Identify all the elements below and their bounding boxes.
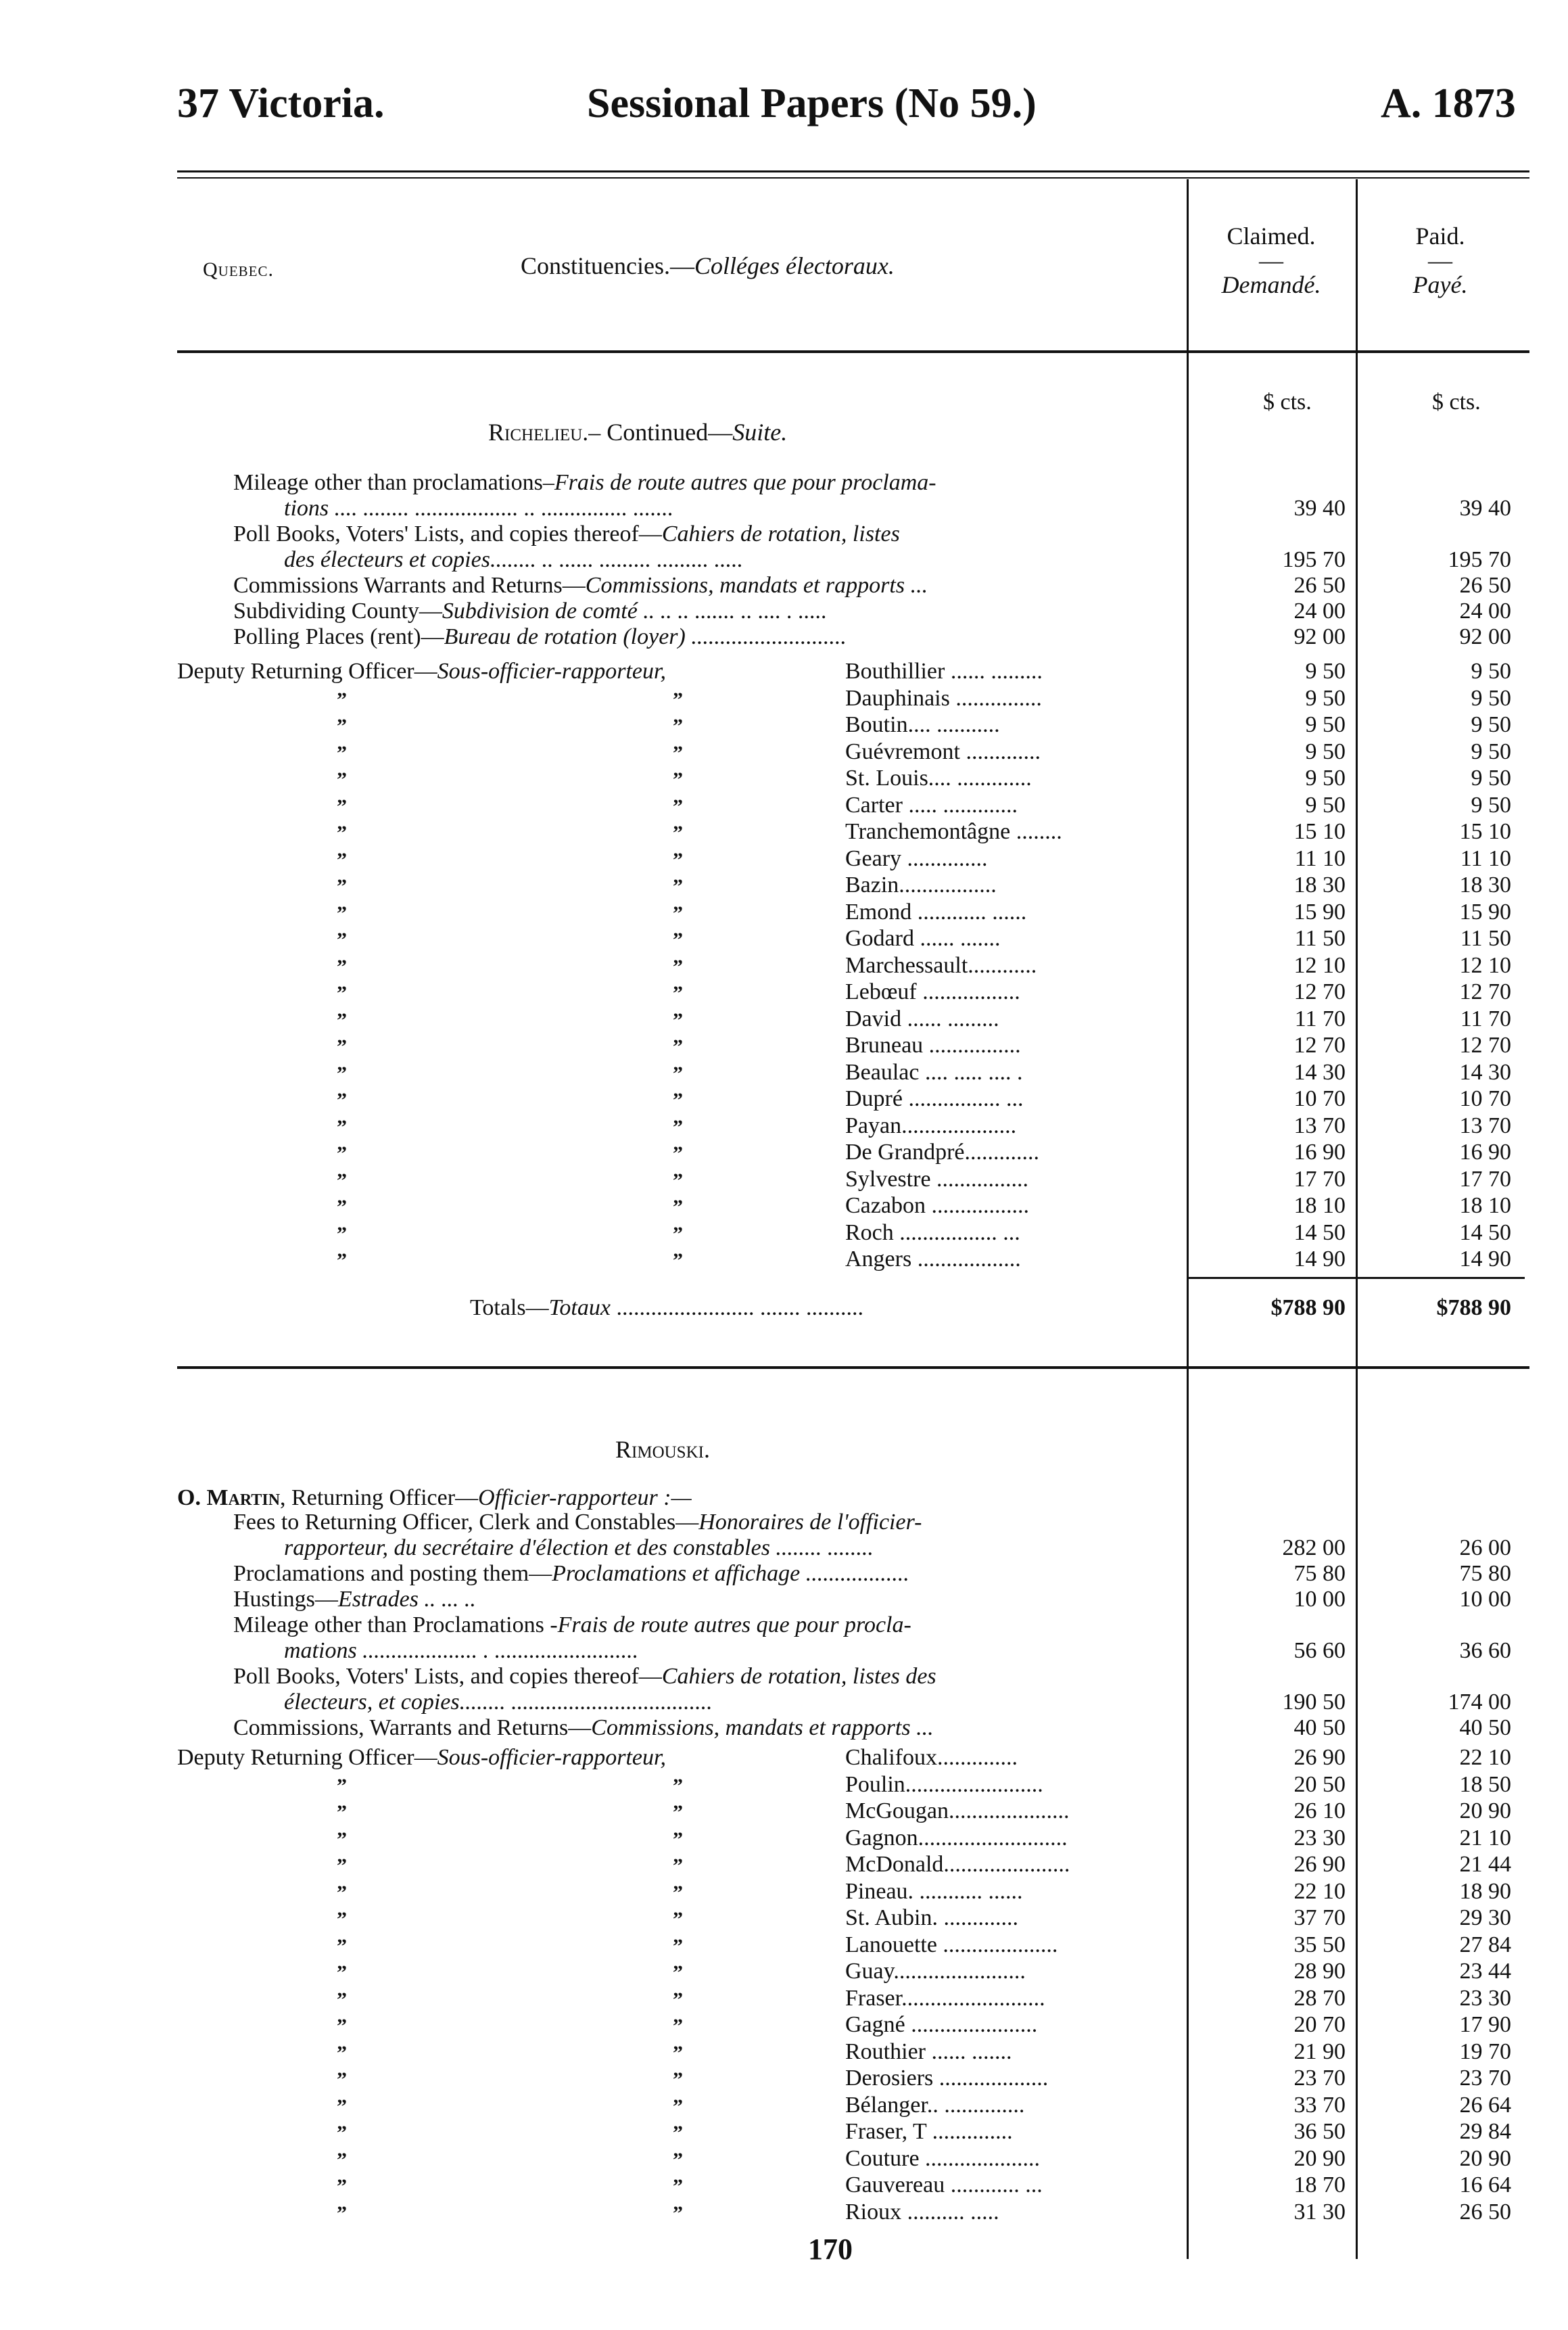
richelieu-deputy-name-5: Carter ..... ............. bbox=[845, 792, 1018, 818]
rimouski-ditto-a-5: ” bbox=[337, 1881, 347, 1904]
rimouski-deputy-paid-5: 18 90 bbox=[1459, 1878, 1511, 1904]
rimouski-deputy-claimed-12: 23 70 bbox=[1293, 2066, 1346, 2091]
rimouski-ditto-a-12: ” bbox=[337, 2068, 347, 2091]
richelieu-ditto-b-15: ” bbox=[673, 1062, 683, 1085]
rimouski-deputy-paid-8: 23 44 bbox=[1459, 1959, 1511, 1984]
richelieu-ditto-b-14: ” bbox=[673, 1035, 683, 1058]
rimouski-deputy-claimed-5: 22 10 bbox=[1293, 1878, 1346, 1904]
rimouski-item-4-claimed: 190 50 bbox=[1282, 1690, 1346, 1715]
richelieu-ditto-a-13: ” bbox=[337, 1008, 347, 1031]
richelieu-item-2-claimed: 26 50 bbox=[1293, 573, 1346, 598]
richelieu-ditto-a-9: ” bbox=[337, 902, 347, 925]
richelieu-item-0-claimed: 39 40 bbox=[1293, 496, 1346, 521]
richelieu-deputy-name-8: Bazin................. bbox=[845, 872, 997, 898]
rimouski-deputy-paid-14: 29 84 bbox=[1459, 2119, 1511, 2144]
rimouski-ditto-a-6: ” bbox=[337, 1908, 347, 1930]
rimouski-ditto-a-8: ” bbox=[337, 1961, 347, 1984]
richelieu-ditto-b-2: ” bbox=[673, 715, 683, 737]
richelieu-ditto-b-4: ” bbox=[673, 768, 683, 791]
rimouski-ditto-b-9: ” bbox=[673, 1988, 683, 2011]
rimouski-title: Rimouski. bbox=[615, 1436, 710, 1463]
richelieu-ditto-a-4: ” bbox=[337, 768, 347, 791]
richelieu-item-1: Poll Books, Voters' Lists, and copies thereof—Cahiers de rotation, listes bbox=[233, 521, 900, 546]
richelieu-deputy-name-6: Tranchemontâgne ........ bbox=[845, 819, 1062, 844]
richelieu-ditto-a-22: ” bbox=[337, 1249, 347, 1272]
rimouski-deputy-name-14: Fraser, T .............. bbox=[845, 2119, 1013, 2144]
richelieu-ditto-b-10: ” bbox=[673, 929, 683, 951]
rimouski-deputy-name-10: Gagné ...................... bbox=[845, 2012, 1038, 2037]
richelieu-ditto-b-3: ” bbox=[673, 741, 683, 764]
rimouski-deputy-paid-15: 20 90 bbox=[1459, 2145, 1511, 2171]
rimouski-ditto-b-5: ” bbox=[673, 1881, 683, 1904]
richelieu-item-4: Polling Places (rent)—Bureau de rotation (loyer) ........................... bbox=[233, 624, 847, 649]
richelieu-deputy-claimed-20: 18 10 bbox=[1293, 1193, 1346, 1218]
rimouski-deputy-paid-9: 23 30 bbox=[1459, 1985, 1511, 2011]
richelieu-deputy-paid-6: 15 10 bbox=[1459, 819, 1511, 844]
rimouski-item-2-paid: 10 00 bbox=[1459, 1587, 1511, 1612]
rimouski-ditto-a-2: ” bbox=[337, 1801, 347, 1823]
rimouski-ditto-a-11: ” bbox=[337, 2041, 347, 2064]
richelieu-deputy-paid-18: 16 90 bbox=[1459, 1140, 1511, 1165]
richelieu-deputy-name-1: Dauphinais ............... bbox=[845, 685, 1042, 711]
header-year: A. 1873 bbox=[1381, 80, 1516, 126]
rimouski-item-4-cont: électeurs, et copies........ ................................... bbox=[284, 1690, 713, 1715]
richelieu-deputy-paid-13: 11 70 bbox=[1460, 1006, 1511, 1031]
rimouski-deputy-claimed-16: 18 70 bbox=[1293, 2172, 1346, 2197]
richelieu-deputy-name-9: Emond ............ ...... bbox=[845, 899, 1027, 925]
richelieu-deputy-claimed-21: 14 50 bbox=[1293, 1219, 1346, 1245]
richelieu-deputy-name-18: De Grandpré............. bbox=[845, 1140, 1040, 1165]
richelieu-deputy-name-7: Geary .............. bbox=[845, 845, 988, 871]
richelieu-deputy-name-12: Lebœuf ................. bbox=[845, 979, 1020, 1004]
rimouski-item-2: Hustings—Estrades .. ... .. bbox=[233, 1587, 476, 1612]
rimouski-deputy-claimed-6: 37 70 bbox=[1293, 1905, 1346, 1930]
richelieu-deputy-claimed-22: 14 90 bbox=[1293, 1246, 1346, 1272]
rimouski-deputy-name-17: Rioux .......... ..... bbox=[845, 2199, 999, 2224]
richelieu-deputy-claimed-11: 12 10 bbox=[1293, 952, 1346, 978]
richelieu-title: Richelieu.– Continued—Suite. bbox=[488, 419, 788, 446]
richelieu-deputy-paid-2: 9 50 bbox=[1471, 712, 1511, 737]
richelieu-ditto-a-15: ” bbox=[337, 1062, 347, 1085]
col-divider-claimed bbox=[1187, 179, 1189, 2259]
richelieu-ditto-a-18: ” bbox=[337, 1142, 347, 1165]
unit-claimed: $ cts. bbox=[1263, 390, 1312, 415]
rimouski-deputy-paid-6: 29 30 bbox=[1459, 1905, 1511, 1930]
richelieu-ditto-a-14: ” bbox=[337, 1035, 347, 1058]
rimouski-deputy-claimed-3: 23 30 bbox=[1293, 1825, 1346, 1850]
rimouski-deputy-claimed-15: 20 90 bbox=[1293, 2145, 1346, 2171]
richelieu-deputy-claimed-2: 9 50 bbox=[1305, 712, 1346, 737]
rimouski-ditto-a-7: ” bbox=[337, 1934, 347, 1957]
rimouski-item-4: Poll Books, Voters' Lists, and copies thereof—Cahiers de rotation, listes des bbox=[233, 1664, 936, 1689]
richelieu-deputy-claimed-7: 11 10 bbox=[1294, 845, 1346, 871]
richelieu-deputy-name-19: Sylvestre ................ bbox=[845, 1166, 1029, 1192]
rimouski-item-0-cont: rapporteur, du secrétaire d'élection et des constables ........ ........ bbox=[284, 1535, 874, 1560]
richelieu-deputy-paid-10: 11 50 bbox=[1460, 926, 1511, 951]
rimouski-item-3-paid: 36 60 bbox=[1459, 1638, 1511, 1663]
rimouski-deputy-paid-4: 21 44 bbox=[1459, 1852, 1511, 1877]
rimouski-deputy-claimed-17: 31 30 bbox=[1293, 2199, 1346, 2224]
richelieu-ditto-b-19: ” bbox=[673, 1169, 683, 1192]
rimouski-deputy-name-11: Routhier ...... ....... bbox=[845, 2038, 1012, 2064]
richelieu-ditto-a-7: ” bbox=[337, 848, 347, 871]
rimouski-ditto-b-8: ” bbox=[673, 1961, 683, 1984]
rimouski-item-3-claimed: 56 60 bbox=[1293, 1638, 1346, 1663]
richelieu-ditto-b-9: ” bbox=[673, 902, 683, 925]
rimouski-ditto-b-17: ” bbox=[673, 2201, 683, 2224]
rimouski-ditto-b-4: ” bbox=[673, 1855, 683, 1877]
rimouski-ditto-a-17: ” bbox=[337, 2201, 347, 2224]
richelieu-deputy-name-14: Bruneau ................ bbox=[845, 1033, 1021, 1058]
head-bottom-rule bbox=[177, 350, 1529, 353]
richelieu-deputy-claimed-4: 9 50 bbox=[1305, 766, 1346, 791]
richelieu-deputy-name-15: Beaulac .... ..... .... . bbox=[845, 1059, 1023, 1085]
richelieu-deputy-name-0: Bouthillier ...... ......... bbox=[845, 659, 1043, 684]
richelieu-deputy-paid-16: 10 70 bbox=[1459, 1086, 1511, 1111]
rimouski-deputy-paid-2: 20 90 bbox=[1459, 1798, 1511, 1823]
rimouski-deputy-name-0: Chalifoux.............. bbox=[845, 1745, 1018, 1770]
rimouski-deputy-paid-12: 23 70 bbox=[1459, 2066, 1511, 2091]
richelieu-ditto-a-3: ” bbox=[337, 741, 347, 764]
header-title: Sessional Papers (No 59.) bbox=[587, 80, 1037, 126]
richelieu-ditto-a-10: ” bbox=[337, 929, 347, 951]
richelieu-ditto-b-16: ” bbox=[673, 1089, 683, 1111]
richelieu-deputy-claimed-15: 14 30 bbox=[1293, 1059, 1346, 1085]
claimed-head: Claimed. — Demandé. bbox=[1221, 223, 1321, 298]
rimouski-ditto-b-10: ” bbox=[673, 2015, 683, 2037]
rimouski-deputy-paid-13: 26 64 bbox=[1459, 2092, 1511, 2118]
richelieu-deputy-name-16: Dupré ................ ... bbox=[845, 1086, 1024, 1111]
richelieu-deputy-claimed-18: 16 90 bbox=[1293, 1140, 1346, 1165]
richelieu-ditto-b-12: ” bbox=[673, 982, 683, 1004]
rimouski-ditto-b-2: ” bbox=[673, 1801, 683, 1823]
rimouski-item-1: Proclamations and posting them—Proclamations et affichage .................. bbox=[233, 1561, 909, 1586]
richelieu-ditto-b-11: ” bbox=[673, 955, 683, 978]
rimouski-ditto-a-10: ” bbox=[337, 2015, 347, 2037]
richelieu-deputy-paid-15: 14 30 bbox=[1459, 1059, 1511, 1085]
richelieu-item-2-paid: 26 50 bbox=[1459, 573, 1511, 598]
richelieu-deputy-paid-20: 18 10 bbox=[1459, 1193, 1511, 1218]
rimouski-deputy-claimed-1: 20 50 bbox=[1293, 1771, 1346, 1797]
rimouski-deputy-paid-0: 22 10 bbox=[1459, 1745, 1511, 1770]
rimouski-item-5-claimed: 40 50 bbox=[1293, 1715, 1346, 1740]
richelieu-deputy-paid-1: 9 50 bbox=[1471, 685, 1511, 711]
richelieu-totals-label: Totals—Totaux ........................ ....... .......... bbox=[470, 1295, 863, 1320]
richelieu-ditto-b-21: ” bbox=[673, 1222, 683, 1245]
page-number: 170 bbox=[808, 2233, 853, 2266]
richelieu-ditto-a-6: ” bbox=[337, 822, 347, 844]
richelieu-deputy-claimed-13: 11 70 bbox=[1294, 1006, 1346, 1031]
richelieu-deputy-paid-8: 18 30 bbox=[1459, 872, 1511, 898]
richelieu-total-paid: $788 90 bbox=[1436, 1295, 1511, 1320]
richelieu-deputy-name-21: Roch ................. ... bbox=[845, 1219, 1020, 1245]
rimouski-deputy-claimed-4: 26 90 bbox=[1293, 1852, 1346, 1877]
richelieu-item-1-cont: des électeurs et copies........ .. ...... ......... ......... ..... bbox=[284, 547, 743, 572]
richelieu-item-2: Commissions Warrants and Returns—Commissions, mandats et rapports ... bbox=[233, 573, 928, 598]
richelieu-ditto-b-13: ” bbox=[673, 1008, 683, 1031]
richelieu-deputy-name-20: Cazabon ................. bbox=[845, 1193, 1029, 1218]
richelieu-ditto-a-17: ” bbox=[337, 1115, 347, 1138]
richelieu-ditto-b-22: ” bbox=[673, 1249, 683, 1272]
rimouski-officer: O. Martin, Returning Officer—Officier-rapporteur :— bbox=[177, 1485, 692, 1510]
richelieu-ditto-a-20: ” bbox=[337, 1196, 347, 1218]
rimouski-deputy-claimed-8: 28 90 bbox=[1293, 1959, 1346, 1984]
rimouski-ditto-b-13: ” bbox=[673, 2095, 683, 2118]
rimouski-deputy-name-1: Poulin........................ bbox=[845, 1771, 1043, 1797]
top-double-rule-1 bbox=[177, 170, 1529, 172]
col-divider-paid bbox=[1356, 179, 1358, 2259]
header-volume: 37 Victoria. bbox=[177, 80, 385, 126]
richelieu-ditto-a-1: ” bbox=[337, 688, 347, 711]
richelieu-ditto-a-8: ” bbox=[337, 875, 347, 898]
rimouski-ditto-b-7: ” bbox=[673, 1934, 683, 1957]
paid-head: Paid. — Payé. bbox=[1412, 223, 1468, 298]
rimouski-item-3-cont: mations .................... . ......................... bbox=[284, 1638, 639, 1663]
rimouski-ditto-a-3: ” bbox=[337, 1827, 347, 1850]
rimouski-deputy-claimed-11: 21 90 bbox=[1293, 2038, 1346, 2064]
rimouski-deputy-claimed-2: 26 10 bbox=[1293, 1798, 1346, 1823]
richelieu-deputy-claimed-10: 11 50 bbox=[1294, 926, 1346, 951]
rimouski-ditto-b-6: ” bbox=[673, 1908, 683, 1930]
richelieu-deputy-paid-7: 11 10 bbox=[1460, 845, 1511, 871]
rimouski-item-1-paid: 75 80 bbox=[1459, 1561, 1511, 1586]
rimouski-ditto-b-15: ” bbox=[673, 2148, 683, 2171]
rimouski-deputy-name-8: Guay....................... bbox=[845, 1959, 1026, 1984]
richelieu-deputy-claimed-19: 17 70 bbox=[1293, 1166, 1346, 1192]
richelieu-item-3: Subdividing County—Subdivision de comté .. .. .. ....... .. .... . ..... bbox=[233, 599, 828, 624]
richelieu-deputy-claimed-1: 9 50 bbox=[1305, 685, 1346, 711]
richelieu-deputy-paid-11: 12 10 bbox=[1459, 952, 1511, 978]
rimouski-item-0: Fees to Returning Officer, Clerk and Constables—Honoraires de l'officier- bbox=[233, 1510, 922, 1535]
rimouski-deputy-paid-3: 21 10 bbox=[1459, 1825, 1511, 1850]
richelieu-deputy-label: Deputy Returning Officer—Sous-officier-rapporteur, bbox=[177, 659, 666, 684]
richelieu-ditto-b-18: ” bbox=[673, 1142, 683, 1165]
rimouski-deputy-name-7: Lanouette .................... bbox=[845, 1932, 1058, 1957]
top-double-rule-2 bbox=[177, 177, 1529, 179]
rimouski-deputy-name-15: Couture .................... bbox=[845, 2145, 1041, 2171]
richelieu-ditto-a-16: ” bbox=[337, 1089, 347, 1111]
richelieu-item-0-paid: 39 40 bbox=[1459, 496, 1511, 521]
richelieu-item-3-claimed: 24 00 bbox=[1293, 599, 1346, 624]
rimouski-deputy-paid-16: 16 64 bbox=[1459, 2172, 1511, 2197]
rimouski-deputy-paid-1: 18 50 bbox=[1459, 1771, 1511, 1797]
rimouski-ditto-a-4: ” bbox=[337, 1855, 347, 1877]
rimouski-deputy-name-2: McGougan..................... bbox=[845, 1798, 1070, 1823]
rimouski-deputy-name-12: Derosiers ................... bbox=[845, 2066, 1049, 2091]
rimouski-ditto-b-11: ” bbox=[673, 2041, 683, 2064]
rimouski-deputy-paid-17: 26 50 bbox=[1459, 2199, 1511, 2224]
rimouski-item-5: Commissions, Warrants and Returns—Commissions, mandats et rapports ... bbox=[233, 1715, 934, 1740]
richelieu-item-4-paid: 92 00 bbox=[1459, 624, 1511, 649]
richelieu-ditto-b-6: ” bbox=[673, 822, 683, 844]
rimouski-deputy-claimed-9: 28 70 bbox=[1293, 1985, 1346, 2011]
richelieu-deputy-name-2: Boutin.... ........... bbox=[845, 712, 1000, 737]
rimouski-deputy-name-16: Gauvereau ............ ... bbox=[845, 2172, 1043, 2197]
rimouski-deputy-name-3: Gagnon.......................... bbox=[845, 1825, 1068, 1850]
rimouski-deputy-claimed-14: 36 50 bbox=[1293, 2119, 1346, 2144]
rimouski-deputy-label: Deputy Returning Officer—Sous-officier-rapporteur, bbox=[177, 1745, 666, 1770]
richelieu-deputy-paid-19: 17 70 bbox=[1459, 1166, 1511, 1192]
richelieu-ditto-a-19: ” bbox=[337, 1169, 347, 1192]
richelieu-deputy-paid-12: 12 70 bbox=[1459, 979, 1511, 1004]
rimouski-ditto-a-13: ” bbox=[337, 2095, 347, 2118]
richelieu-deputy-claimed-17: 13 70 bbox=[1293, 1113, 1346, 1138]
richelieu-deputy-paid-14: 12 70 bbox=[1459, 1033, 1511, 1058]
richelieu-deputy-name-4: St. Louis.... ............. bbox=[845, 766, 1032, 791]
richelieu-deputy-claimed-12: 12 70 bbox=[1293, 979, 1346, 1004]
richelieu-item-0: Mileage other than proclamations–Frais de route autres que pour proclama- bbox=[233, 470, 936, 495]
richelieu-item-3-paid: 24 00 bbox=[1459, 599, 1511, 624]
richelieu-ditto-a-12: ” bbox=[337, 982, 347, 1004]
richelieu-deputy-claimed-5: 9 50 bbox=[1305, 792, 1346, 818]
richelieu-ditto-a-2: ” bbox=[337, 715, 347, 737]
rimouski-ditto-b-16: ” bbox=[673, 2175, 683, 2197]
richelieu-deputy-claimed-6: 15 10 bbox=[1293, 819, 1346, 844]
richelieu-item-1-claimed: 195 70 bbox=[1282, 547, 1346, 572]
richelieu-deputy-name-13: David ...... ......... bbox=[845, 1006, 999, 1031]
richelieu-deputy-claimed-16: 10 70 bbox=[1293, 1086, 1346, 1111]
richelieu-deputy-name-17: Payan.................... bbox=[845, 1113, 1017, 1138]
richelieu-total-claimed: $788 90 bbox=[1270, 1295, 1346, 1320]
richelieu-item-0-cont: tions .... ........ .................. .. ............... ....... bbox=[284, 496, 674, 521]
rimouski-ditto-b-12: ” bbox=[673, 2068, 683, 2091]
rimouski-item-1-claimed: 75 80 bbox=[1293, 1561, 1346, 1586]
richelieu-deputy-paid-22: 14 90 bbox=[1459, 1246, 1511, 1272]
richelieu-ditto-b-20: ” bbox=[673, 1196, 683, 1218]
richelieu-deputy-paid-3: 9 50 bbox=[1471, 739, 1511, 764]
rimouski-deputy-name-6: St. Aubin. ............. bbox=[845, 1905, 1018, 1930]
rimouski-item-0-paid: 26 00 bbox=[1459, 1535, 1511, 1560]
richelieu-item-4-claimed: 92 00 bbox=[1293, 624, 1346, 649]
rimouski-deputy-claimed-13: 33 70 bbox=[1293, 2092, 1346, 2118]
richelieu-deputy-paid-0: 9 50 bbox=[1471, 659, 1511, 684]
rimouski-deputy-claimed-10: 20 70 bbox=[1293, 2012, 1346, 2037]
rimouski-ditto-a-16: ” bbox=[337, 2175, 347, 2197]
richelieu-item-1-paid: 195 70 bbox=[1448, 547, 1511, 572]
section-rule bbox=[177, 1366, 1529, 1369]
rimouski-item-5-paid: 40 50 bbox=[1459, 1715, 1511, 1740]
rimouski-item-3: Mileage other than Proclamations -Frais de route autres que pour procla- bbox=[233, 1612, 911, 1637]
rimouski-ditto-b-1: ” bbox=[673, 1774, 683, 1797]
richelieu-deputy-name-11: Marchessault............ bbox=[845, 952, 1037, 978]
richelieu-deputy-paid-17: 13 70 bbox=[1459, 1113, 1511, 1138]
unit-paid: $ cts. bbox=[1432, 390, 1481, 415]
richelieu-ditto-a-5: ” bbox=[337, 795, 347, 818]
rimouski-deputy-name-13: Bélanger.. .............. bbox=[845, 2092, 1025, 2118]
richelieu-deputy-paid-5: 9 50 bbox=[1471, 792, 1511, 818]
richelieu-ditto-b-7: ” bbox=[673, 848, 683, 871]
province-label: Quebec. bbox=[203, 258, 274, 281]
richelieu-deputy-paid-21: 14 50 bbox=[1459, 1219, 1511, 1245]
richelieu-deputy-paid-4: 9 50 bbox=[1471, 766, 1511, 791]
rimouski-item-0-claimed: 282 00 bbox=[1282, 1535, 1346, 1560]
richelieu-deputy-name-3: Guévremont ............. bbox=[845, 739, 1041, 764]
richelieu-ditto-b-8: ” bbox=[673, 875, 683, 898]
rimouski-ditto-a-14: ” bbox=[337, 2122, 347, 2144]
rimouski-deputy-paid-11: 19 70 bbox=[1459, 2038, 1511, 2064]
richelieu-ditto-b-1: ” bbox=[673, 688, 683, 711]
rimouski-ditto-a-15: ” bbox=[337, 2148, 347, 2171]
rimouski-ditto-b-3: ” bbox=[673, 1827, 683, 1850]
richelieu-deputy-claimed-0: 9 50 bbox=[1305, 659, 1346, 684]
rimouski-deputy-paid-10: 17 90 bbox=[1459, 2012, 1511, 2037]
constituencies-head: Constituencies.—Colléges électoraux. bbox=[521, 252, 895, 279]
richelieu-deputy-claimed-8: 18 30 bbox=[1293, 872, 1346, 898]
richelieu-ditto-a-21: ” bbox=[337, 1222, 347, 1245]
richelieu-deputy-claimed-3: 9 50 bbox=[1305, 739, 1346, 764]
rimouski-ditto-a-1: ” bbox=[337, 1774, 347, 1797]
richelieu-ditto-a-11: ” bbox=[337, 955, 347, 978]
rimouski-ditto-a-9: ” bbox=[337, 1988, 347, 2011]
rimouski-deputy-name-5: Pineau. ........... ...... bbox=[845, 1878, 1023, 1904]
richelieu-ditto-b-17: ” bbox=[673, 1115, 683, 1138]
rimouski-item-2-claimed: 10 00 bbox=[1293, 1587, 1346, 1612]
rimouski-deputy-paid-7: 27 84 bbox=[1459, 1932, 1511, 1957]
richelieu-ditto-b-5: ” bbox=[673, 795, 683, 818]
rimouski-item-4-paid: 174 00 bbox=[1448, 1690, 1511, 1715]
richelieu-deputy-name-22: Angers .................. bbox=[845, 1246, 1021, 1272]
rimouski-ditto-b-14: ” bbox=[673, 2122, 683, 2144]
richelieu-deputy-claimed-9: 15 90 bbox=[1293, 899, 1346, 925]
rimouski-deputy-claimed-7: 35 50 bbox=[1293, 1932, 1346, 1957]
richelieu-deputy-name-10: Godard ...... ....... bbox=[845, 926, 1001, 951]
richelieu-deputy-paid-9: 15 90 bbox=[1459, 899, 1511, 925]
rimouski-deputy-name-9: Fraser......................... bbox=[845, 1985, 1045, 2011]
rimouski-deputy-name-4: McDonald...................... bbox=[845, 1852, 1070, 1877]
richelieu-deputy-claimed-14: 12 70 bbox=[1293, 1033, 1346, 1058]
rimouski-deputy-claimed-0: 26 90 bbox=[1293, 1745, 1346, 1770]
